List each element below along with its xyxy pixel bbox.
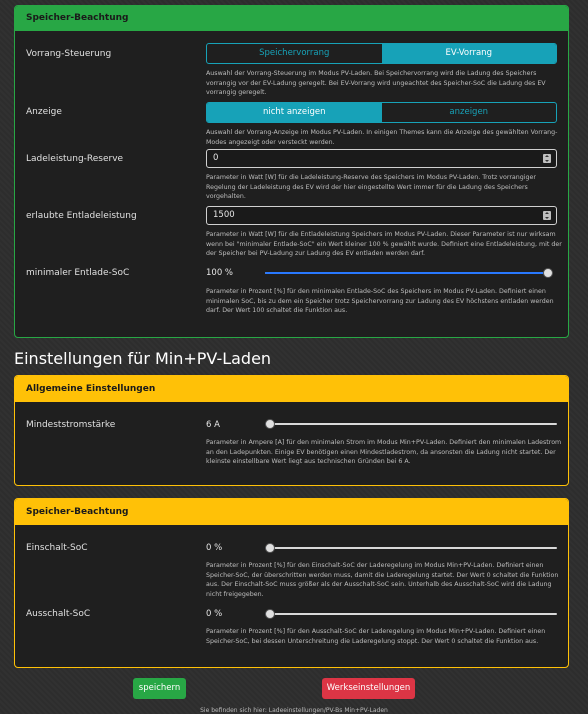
mindeststromstaerke-help: Parameter in Ampere [A] für den minimalen Strom im Modus Min+PV-Laden. Definiert den minimalen Ladestrom an den Ladepunkten. Einige EV benötigen einen Mindestladestrom, da ansonsten die Ladung nicht startet. Der kleinste einstellbare Wert liegt aus technischen Gründen bei 6 A. — [206, 439, 562, 465]
card-speicher-beachtung-minpv — [14, 498, 569, 668]
card-header: Speicher-Beachtung — [15, 499, 568, 525]
anzeige-label: Anzeige — [26, 107, 62, 117]
slider-fill — [265, 272, 548, 274]
spinner-icon[interactable] — [543, 154, 551, 163]
ausschalt-soc-label: Ausschalt-SoC — [26, 609, 91, 619]
ladeleistung-reserve-label: Ladeleistung-Reserve — [26, 154, 124, 164]
slider-track — [265, 547, 557, 549]
einschalt-soc-slider[interactable] — [265, 543, 557, 553]
ausschalt-soc-value: 0 % — [206, 609, 223, 619]
entladeleistung-input[interactable] — [206, 206, 557, 225]
vorrang-steuerung-toggle — [206, 43, 557, 64]
einschalt-soc-value: 0 % — [206, 543, 223, 553]
section-title: Einstellungen für Min+PV-Laden — [14, 349, 272, 368]
mindeststromstaerke-slider[interactable] — [265, 419, 557, 429]
minimaler-entlade-soc-help: Parameter in Prozent [%] für den minimalen Entlade-SoC des Speichers im Modus PV-Laden. Definiert einen minimalen SoC, bis zu dem ein Speicher trotz Speichervorrang zur Ladung des EV höchstens entladen werden darf. Der Wert 100 schaltet die Funktion aus. — [206, 288, 554, 314]
entladeleistung-help: Parameter in Watt [W] für die Entladeleistung Speichers im Modus PV-Laden. Dieser Parameter ist nur wirksam wenn bei "minimaler Entlade-SoC" ein Wert kleiner 100 % gewählt wurde. Definiert eine Entladeleistung, mit der der Speicher bei PV-Ladung zur Ladung des EV entladen werden darf. — [206, 231, 562, 257]
ladeleistung-reserve-input[interactable] — [206, 149, 557, 168]
ladeleistung-reserve-value: 0 — [213, 153, 219, 163]
ausschalt-soc-help: Parameter in Prozent [%] für den Ausschalt-SoC der Laderegelung im Modus Min+PV-Laden. Definiert einen Speicher-SoC, bei dessen Unterschreitung die Laderegelung stoppt. Der Wert 0 schaltet die Funktion aus. — [206, 628, 546, 645]
minimaler-entlade-soc-slider[interactable] — [265, 268, 553, 278]
ausschalt-soc-slider[interactable] — [265, 609, 557, 619]
slider-thumb[interactable] — [265, 609, 275, 619]
reset-defaults-button[interactable]: Werkseinstellungen — [322, 678, 415, 699]
spinner-icon[interactable] — [543, 211, 551, 220]
entladeleistung-label: erlaubte Entladeleistung — [26, 211, 137, 221]
vorrang-steuerung-help: Auswahl der Vorrang-Steuerung im Modus PV-Laden. Bei Speichervorrang wird die Ladung des Speichers vorrangig vor der EV-Ladung geregelt. Bei EV-Vorrang wird ungeachtet des Speicher-SoC die Ladung des EV vorrangig geregelt. — [206, 70, 546, 96]
speichervorrang-button[interactable]: Speichervorrang — [259, 48, 330, 58]
card-speicher-beachtung-pv — [14, 5, 569, 338]
einschalt-soc-help: Parameter in Prozent [%] für den Einschalt-SoC der Laderegelung im Modus Min+PV-Laden. Definiert einen Speicher-SoC, der überschritten werden muss, damit die Laderegelung startet. Der Wert 0 schaltet die Funktion aus. Der Einschalt-SoC muss größer als der Ausschalt-SoC sein. Unterhalb des Ausschalt-SoC wird die Ladung nicht freigegeben. — [206, 562, 559, 598]
card-allgemeine-einstellungen — [14, 375, 569, 486]
mindeststromstaerke-value: 6 A — [206, 420, 220, 430]
vorrang-steuerung-label: Vorrang-Steuerung — [26, 49, 112, 59]
nicht-anzeigen-button[interactable]: nicht anzeigen — [207, 103, 382, 122]
card-header: Allgemeine Einstellungen — [15, 376, 568, 402]
slider-thumb[interactable] — [265, 419, 275, 429]
einschalt-soc-label: Einschalt-SoC — [26, 543, 88, 553]
minimaler-entlade-soc-value: 100 % — [206, 268, 234, 278]
anzeigen-button[interactable]: anzeigen — [449, 107, 489, 117]
ladeleistung-reserve-help: Parameter in Watt [W] für die Ladeleistung-Reserve des Speichers im Modus PV-Laden. Trotz vorrangiger Regelung der Ladeleistung des EV wird der hier eingestellte Wert immer für die Ladung des Speichers vorgehalten. — [206, 174, 536, 200]
anzeige-help: Auswahl der Vorrang-Anzeige im Modus PV-Laden. In einigen Themes kann die Anzeige des gewählten Vorrang-Modes angezeigt oder versteckt werden. — [206, 129, 558, 146]
entladeleistung-value: 1500 — [213, 210, 235, 220]
footer-location-note: Sie befinden sich hier: Ladeeinstellungen/PV-Bs Min+PV-Laden — [200, 707, 388, 714]
mindeststromstaerke-label: Mindeststromstärke — [26, 420, 116, 430]
slider-track — [265, 613, 557, 615]
minimaler-entlade-soc-label: minimaler Entlade-SoC — [26, 268, 130, 278]
ev-vorrang-button[interactable]: EV-Vorrang — [382, 44, 557, 63]
anzeige-toggle — [206, 102, 557, 123]
slider-thumb[interactable] — [265, 543, 275, 553]
slider-thumb[interactable] — [543, 268, 553, 278]
card-header: Speicher-Beachtung — [15, 6, 568, 31]
slider-track — [265, 423, 557, 425]
save-button[interactable]: speichern — [133, 678, 186, 699]
